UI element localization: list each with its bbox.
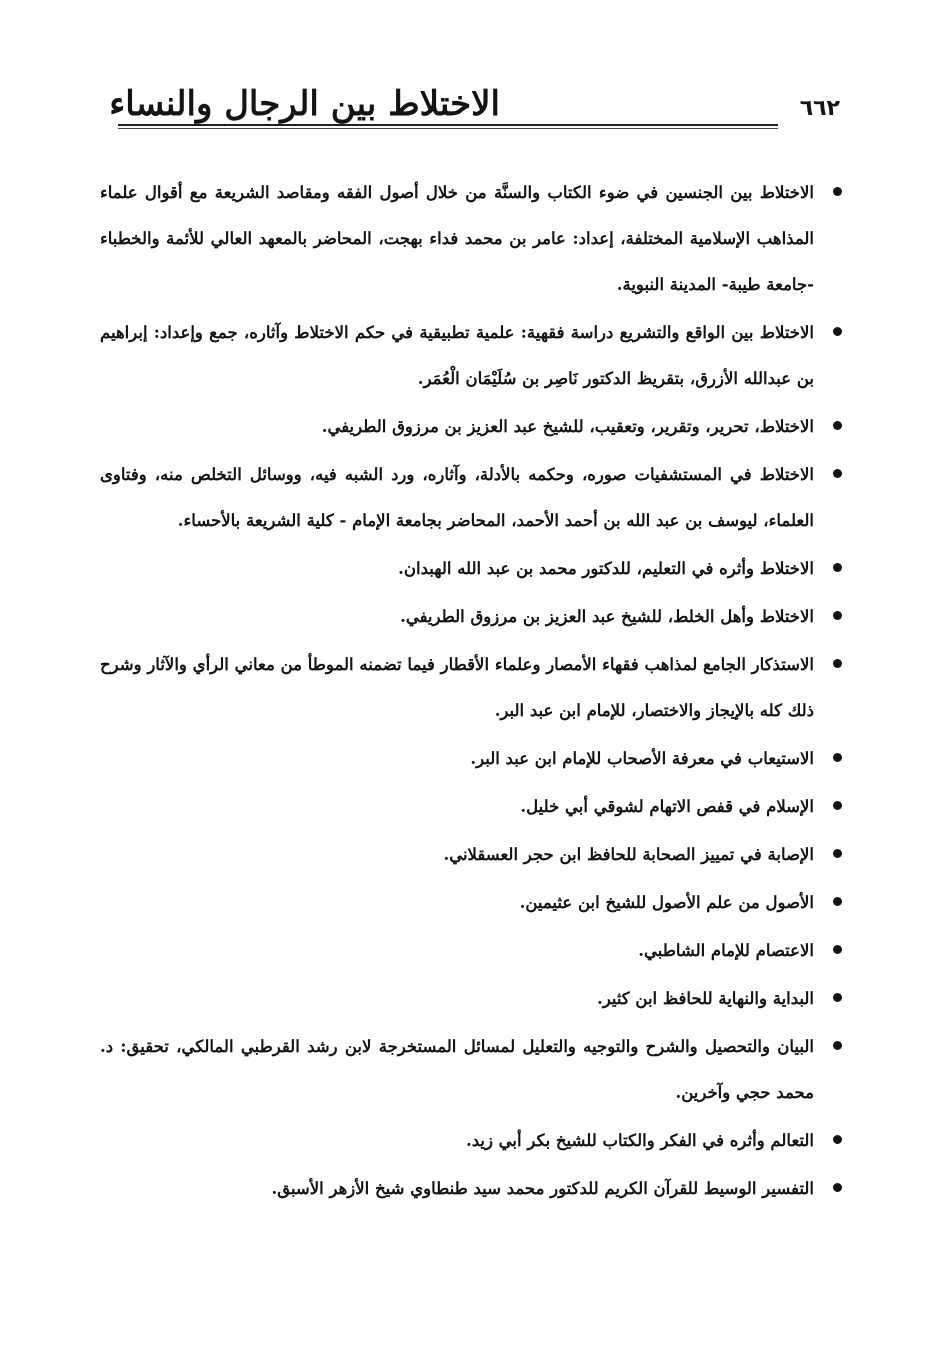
entry-text: الإصابة في تمييز الصحابة للحافظ ابن حجر العسقلاني. (443, 845, 814, 864)
list-item (100, 546, 844, 592)
bullet-icon (833, 327, 842, 336)
list-item (100, 1166, 844, 1212)
list-item (100, 976, 844, 1022)
list-item (100, 1024, 844, 1116)
entry-text: الاختلاط بين الجنسين في ضوء الكتاب والسنَّة من خلال أصول الفقه ومقاصد الشريعة مع أقوال علماء المذاهب الإسلامية المختلفة، إعداد: عامر بن محمد فداء بهجت، المحاضر بالمعهد العالي للأئمة والخطباء -جامعة طيبة- المدينة النبوية. (100, 183, 814, 294)
list-item (100, 928, 844, 974)
header-title: الاختلاط بين الرجال والنساء (109, 84, 500, 124)
entry-text: التفسير الوسيط للقرآن الكريم للدكتور محمد سيد طنطاوي شيخ الأزهر الأسبق. (271, 1179, 814, 1198)
list-item (100, 642, 844, 734)
bullet-icon (833, 611, 842, 620)
entry-text: الاختلاط بين الواقع والتشريع دراسة فقهية: علمية تطبيقية في حكم الاختلاط وآثاره، جمع وإعداد: إبراهيم بن عبدالله الأزرق، بتقريظ الدكتور نَاصِر بن سُلَيْمَان الْعُمَر. (100, 323, 814, 388)
page-number: ٦٦٢ (799, 96, 840, 121)
entry-text: الاختلاط وأثره في التعليم، للدكتور محمد بن عبد الله الهبدان. (398, 559, 814, 578)
list-item (100, 452, 844, 544)
entry-text: الاختلاط في المستشفيات صوره، وحكمه بالأدلة، وآثاره، ورد الشبه فيه، ووسائل التخلص منه، وفتاوى العلماء، ليوسف بن عبد الله بن أحمد الأحمد، المحاضر بجامعة الإمام - كلية الشريعة بالأحساء. (100, 465, 814, 530)
entry-text: الاختلاط، تحرير، وتقرير، وتعقيب، للشيخ عبد العزيز بن مرزوق الطريفي. (321, 417, 814, 436)
bibliography-list (100, 170, 844, 1212)
list-item (100, 1118, 844, 1164)
entry-text: الإسلام في قفص الاتهام لشوقي أبي خليل. (520, 797, 814, 816)
header-rule (118, 124, 778, 126)
bullet-icon (833, 945, 842, 954)
list-item (100, 594, 844, 640)
entry-text: التعالم وأثره في الفكر والكتاب للشيخ بكر أبي زيد. (465, 1131, 814, 1150)
bullet-icon (833, 1041, 842, 1050)
bullet-icon (833, 1135, 842, 1144)
bullet-icon (833, 993, 842, 1002)
entry-text: الأصول من علم الأصول للشيخ ابن عثيمين. (519, 893, 814, 912)
entry-text: البداية والنهاية للحافظ ابن كثير. (597, 989, 814, 1008)
list-item (100, 404, 844, 450)
bullet-icon (833, 1183, 842, 1192)
bullet-icon (833, 849, 842, 858)
bullet-icon (833, 659, 842, 668)
list-item (100, 784, 844, 830)
entry-text: الاختلاط وأهل الخلط، للشيخ عبد العزيز بن مرزوق الطريفي. (400, 607, 814, 626)
entry-text: الاعتصام للإمام الشاطبي. (638, 941, 814, 960)
list-item (100, 736, 844, 782)
bullet-icon (833, 801, 842, 810)
list-item (100, 880, 844, 926)
header-rule-thin (118, 128, 778, 129)
entry-text: الاستيعاب في معرفة الأصحاب للإمام ابن عبد البر. (470, 749, 814, 768)
bullet-icon (833, 421, 842, 430)
bullet-icon (833, 897, 842, 906)
bullet-icon (833, 753, 842, 762)
running-header (100, 78, 840, 138)
bullet-icon (833, 563, 842, 572)
list-item (100, 310, 844, 402)
entry-text: الاستذكار الجامع لمذاهب فقهاء الأمصار وعلماء الأقطار فيما تضمنه الموطأ من معاني الرأي والآثار وشرح ذلك كله بالإيجاز والاختصار، للإمام ابن عبد البر. (100, 655, 814, 720)
bullet-icon (833, 187, 842, 196)
bullet-icon (833, 469, 842, 478)
list-item (100, 832, 844, 878)
entry-text: البيان والتحصيل والشرح والتوجيه والتعليل لمسائل المستخرجة لابن رشد القرطبي المالكي، تحقيق: د. محمد حجي وآخرين. (100, 1037, 814, 1102)
list-item (100, 170, 844, 308)
